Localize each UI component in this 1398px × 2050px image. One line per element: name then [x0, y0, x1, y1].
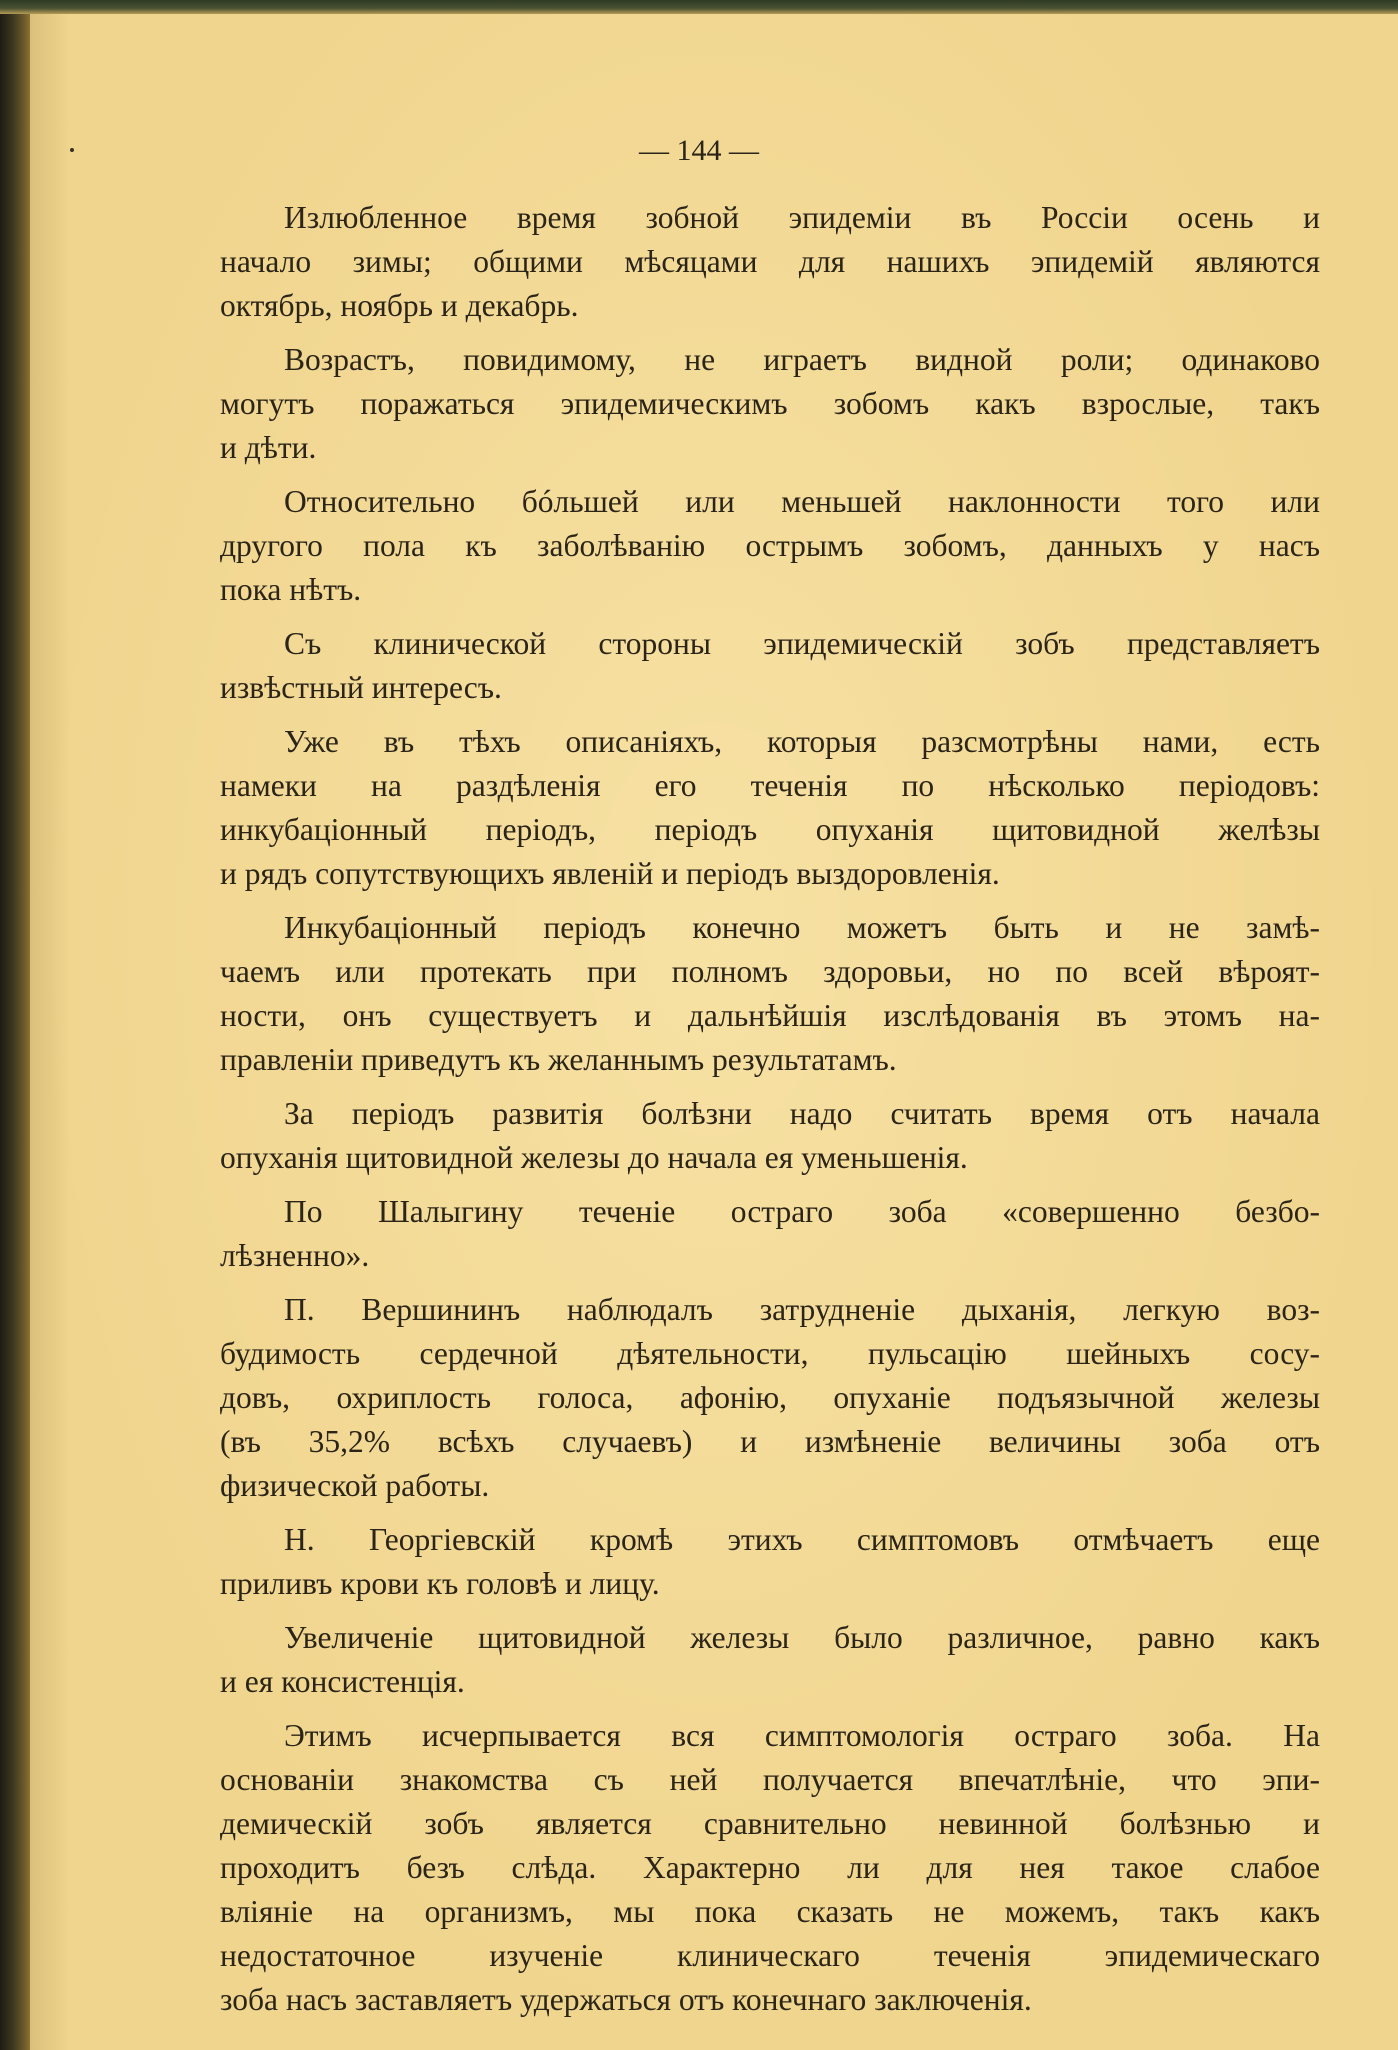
text-line: приливъ крови къ головѣ и лицу.: [220, 1566, 660, 1601]
text-line: извѣстный интересъ.: [220, 670, 502, 705]
text-line: намеки на раздѣленія его теченія по нѣсколько періодовъ:: [220, 768, 1320, 803]
paragraph: [220, 720, 1320, 896]
text-line: Увеличеніе щитовидной железы было различное, равно какъ: [284, 1620, 1320, 1655]
paragraph: [220, 1714, 1320, 2022]
text-line: октябрь, ноябрь и декабрь.: [220, 288, 579, 323]
text-line: и рядъ сопутствующихъ явленій и періодъ выздоровленія.: [220, 856, 1000, 891]
text-line: и дѣти.: [220, 430, 317, 465]
text-line: инкубаціонный періодъ, періодъ опуханія щитовидной желѣзы: [220, 812, 1320, 847]
paragraph: [220, 196, 1320, 328]
text-line: ности, онъ существуетъ и дальнѣйшія изслѣдованія въ этомъ на-: [220, 998, 1320, 1033]
text-line: За періодъ развитія болѣзни надо считать время отъ начала: [284, 1096, 1320, 1131]
paragraph: [220, 906, 1320, 1082]
text-line: лѣзненно».: [220, 1238, 370, 1273]
text-line: чаемъ или протекать при полномъ здоровьи, но по всей вѣроят-: [220, 954, 1320, 989]
text-line: Н. Георгіевскій кромѣ этихъ симптомовъ отмѣчаетъ еще: [284, 1522, 1320, 1557]
text-line: Этимъ исчерпывается вся симптомологія остраго зоба. На: [284, 1718, 1320, 1753]
text-line: Съ клинической стороны эпидемическій зобъ представляетъ: [284, 626, 1320, 661]
text-line: (въ 35,2% всѣхъ случаевъ) и измѣненіе величины зоба отъ: [220, 1424, 1320, 1459]
text-line: Уже въ тѣхъ описаніяхъ, которыя разсмотрѣны нами, есть: [284, 724, 1320, 759]
text-line: Инкубаціонный періодъ конечно можетъ быть и не замѣ-: [284, 910, 1320, 945]
text-line: демическій зобъ является сравнительно невинной болѣзнью и: [220, 1806, 1320, 1841]
paragraph: [220, 1092, 1320, 1180]
text-line: могутъ поражаться эпидемическимъ зобомъ какъ взрослые, такъ: [220, 386, 1320, 421]
text-line: и ея консистенція.: [220, 1664, 465, 1699]
text-line: начало зимы; общими мѣсяцами для нашихъ эпидемій являются: [220, 244, 1320, 279]
text-line: недостаточное изученіе клиническаго теченія эпидемическаго: [220, 1938, 1320, 1973]
text-line: проходитъ безъ слѣда. Характерно ли для нея такое слабое: [220, 1850, 1320, 1885]
text-line: основаніи знакомства съ ней получается впечатлѣніе, что эпи-: [220, 1762, 1320, 1797]
text-line: зоба насъ заставляетъ удержаться отъ конечнаго заключенія.: [220, 1982, 1032, 2017]
page-body-text: [220, 196, 1320, 2032]
text-line: правленіи приведутъ къ желаннымъ результатамъ.: [220, 1042, 897, 1077]
page-top-edge: [0, 0, 1398, 14]
paragraph: [220, 1616, 1320, 1704]
paragraph: [220, 480, 1320, 612]
text-line: П. Вершининъ наблюдалъ затрудненіе дыханія, легкую воз-: [284, 1292, 1320, 1327]
text-line: Возрастъ, повидимому, не играетъ видной роли; одинаково: [284, 342, 1320, 377]
paragraph: [220, 622, 1320, 710]
paragraph: [220, 338, 1320, 470]
text-line: пока нѣтъ.: [220, 572, 362, 607]
text-line: вліяніе на организмъ, мы пока сказать не можемъ, такъ какъ: [220, 1894, 1320, 1929]
text-line: опуханія щитовидной железы до начала ея уменьшенія.: [220, 1140, 968, 1175]
text-line: По Шалыгину теченіе остраго зоба «совершенно безбо-: [284, 1194, 1320, 1229]
book-spine: [0, 0, 30, 2050]
text-line: Относительно бóльшей или меньшей наклонности того или: [284, 484, 1320, 519]
page-number: — 144 —: [639, 134, 759, 167]
paragraph: [220, 1518, 1320, 1606]
text-line: довъ, охриплость голоса, афонію, опуханіе подъязычной железы: [220, 1380, 1320, 1415]
paragraph: [220, 1190, 1320, 1278]
paragraph: [220, 1288, 1320, 1508]
text-line: Излюбленное время зобной эпидеміи въ Россіи осень и: [284, 200, 1320, 235]
text-line: будимость сердечной дѣятельности, пульсацію шейныхъ сосу-: [220, 1336, 1320, 1371]
text-line: физической работы.: [220, 1468, 490, 1503]
text-line: другого пола къ заболѣванію острымъ зобомъ, данныхъ у насъ: [220, 528, 1320, 563]
